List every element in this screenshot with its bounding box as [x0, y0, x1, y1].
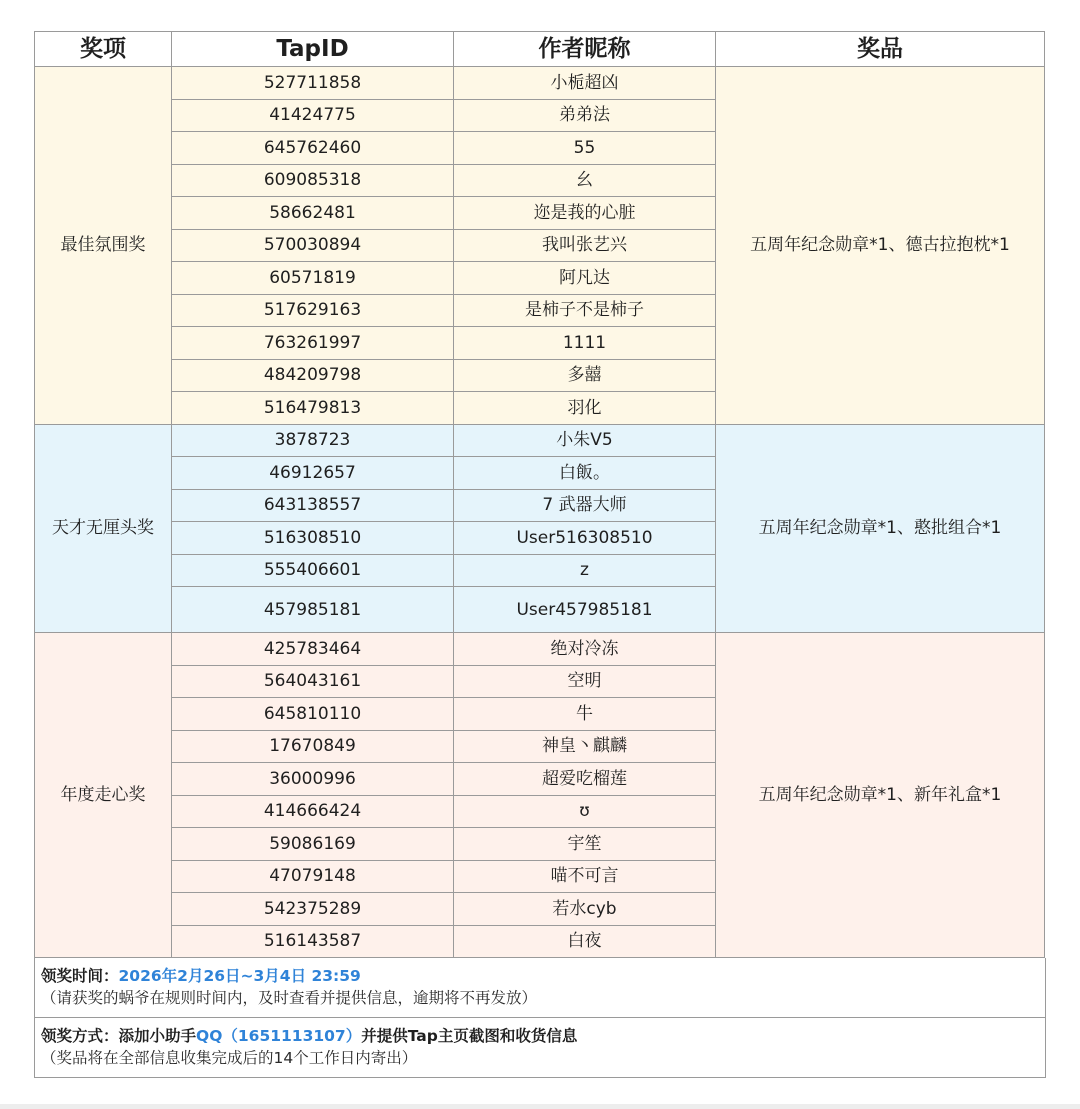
tapid-cell: 484209798 — [172, 359, 454, 392]
award-name-cell: 天才无厘头奖 — [35, 424, 172, 633]
claim-time-note — [35, 958, 1045, 1017]
tapid-cell: 17670849 — [172, 730, 454, 763]
nickname-cell: 1111 — [454, 327, 716, 360]
nickname-cell: 羽化 — [454, 392, 716, 425]
claim-method-tail: 并提供Tap主页截图和收货信息 — [361, 1027, 578, 1045]
nickname-cell: ʊ — [454, 795, 716, 828]
tapid-cell: 58662481 — [172, 197, 454, 230]
award-announcement — [34, 31, 1044, 1078]
claim-notes — [34, 958, 1046, 1078]
nickname-cell: 白夜 — [454, 925, 716, 958]
prize-cell: 五周年纪念勋章*1、德古拉抱枕*1 — [716, 67, 1045, 425]
table-row — [35, 424, 1045, 457]
tapid-cell: 516479813 — [172, 392, 454, 425]
nickname-cell: 阿凡达 — [454, 262, 716, 295]
nickname-cell: 我叫张艺兴 — [454, 229, 716, 262]
winners-table — [34, 31, 1045, 958]
award-name-cell: 最佳氛围奖 — [35, 67, 172, 425]
header-nickname: 作者昵称 — [454, 32, 716, 67]
nickname-cell: 55 — [454, 132, 716, 165]
tapid-cell: 3878723 — [172, 424, 454, 457]
nickname-cell: User516308510 — [454, 522, 716, 555]
tapid-cell: 763261997 — [172, 327, 454, 360]
nickname-cell: 7 武器大师 — [454, 489, 716, 522]
tapid-cell: 555406601 — [172, 554, 454, 587]
table-header-row — [35, 32, 1045, 67]
tapid-cell: 59086169 — [172, 828, 454, 861]
claim-method-note — [35, 1017, 1045, 1077]
nickname-cell: User457985181 — [454, 587, 716, 633]
tapid-cell: 414666424 — [172, 795, 454, 828]
nickname-cell: 宇笙 — [454, 828, 716, 861]
bottom-divider — [0, 1104, 1080, 1109]
claim-time-value: 2026年2月26日~3月4日 23:59 — [118, 967, 361, 985]
tapid-cell: 564043161 — [172, 665, 454, 698]
nickname-cell: 小栀超凶 — [454, 67, 716, 100]
tapid-cell: 516308510 — [172, 522, 454, 555]
tapid-cell: 645762460 — [172, 132, 454, 165]
nickname-cell: z — [454, 554, 716, 587]
table-body — [35, 67, 1045, 958]
award-name-cell: 年度走心奖 — [35, 633, 172, 958]
tapid-cell: 643138557 — [172, 489, 454, 522]
tapid-cell: 516143587 — [172, 925, 454, 958]
nickname-cell: 小朱V5 — [454, 424, 716, 457]
tapid-cell: 542375289 — [172, 893, 454, 926]
tapid-cell: 36000996 — [172, 763, 454, 796]
nickname-cell: 牛 — [454, 698, 716, 731]
tapid-cell: 457985181 — [172, 587, 454, 633]
tapid-cell: 46912657 — [172, 457, 454, 490]
header-prize: 奖品 — [716, 32, 1045, 67]
tapid-cell: 527711858 — [172, 67, 454, 100]
nickname-cell: 若水cyb — [454, 893, 716, 926]
claim-method-qq: QQ（1651113107） — [196, 1027, 362, 1045]
header-award: 奖项 — [35, 32, 172, 67]
nickname-cell: 幺 — [454, 164, 716, 197]
tapid-cell: 60571819 — [172, 262, 454, 295]
tapid-cell: 41424775 — [172, 99, 454, 132]
claim-method-reminder: （奖品将在全部信息收集完成后的14个工作日内寄出） — [41, 1049, 418, 1067]
tapid-cell: 47079148 — [172, 860, 454, 893]
header-tapid: TapID — [172, 32, 454, 67]
nickname-cell: 超爱吃榴莲 — [454, 763, 716, 796]
tapid-cell: 609085318 — [172, 164, 454, 197]
nickname-cell: 喵不可言 — [454, 860, 716, 893]
table-row — [35, 67, 1045, 100]
nickname-cell: 迩是莪的心脏 — [454, 197, 716, 230]
claim-method-label: 领奖方式：添加小助手 — [41, 1027, 197, 1045]
prize-cell: 五周年纪念勋章*1、憨批组合*1 — [716, 424, 1045, 633]
tapid-cell: 517629163 — [172, 294, 454, 327]
tapid-cell: 425783464 — [172, 633, 454, 666]
claim-time-reminder: （请获奖的蜗爷在规则时间内，及时查看并提供信息，逾期将不再发放） — [41, 989, 538, 1007]
nickname-cell: 神皇丶麒麟 — [454, 730, 716, 763]
nickname-cell: 多囍 — [454, 359, 716, 392]
nickname-cell: 是柿子不是柿子 — [454, 294, 716, 327]
nickname-cell: 空明 — [454, 665, 716, 698]
nickname-cell: 绝对冷冻 — [454, 633, 716, 666]
nickname-cell: 弟弟法 — [454, 99, 716, 132]
claim-time-label: 领奖时间： — [41, 967, 119, 985]
tapid-cell: 570030894 — [172, 229, 454, 262]
tapid-cell: 645810110 — [172, 698, 454, 731]
table-row — [35, 633, 1045, 666]
prize-cell: 五周年纪念勋章*1、新年礼盒*1 — [716, 633, 1045, 958]
nickname-cell: 白飯。 — [454, 457, 716, 490]
